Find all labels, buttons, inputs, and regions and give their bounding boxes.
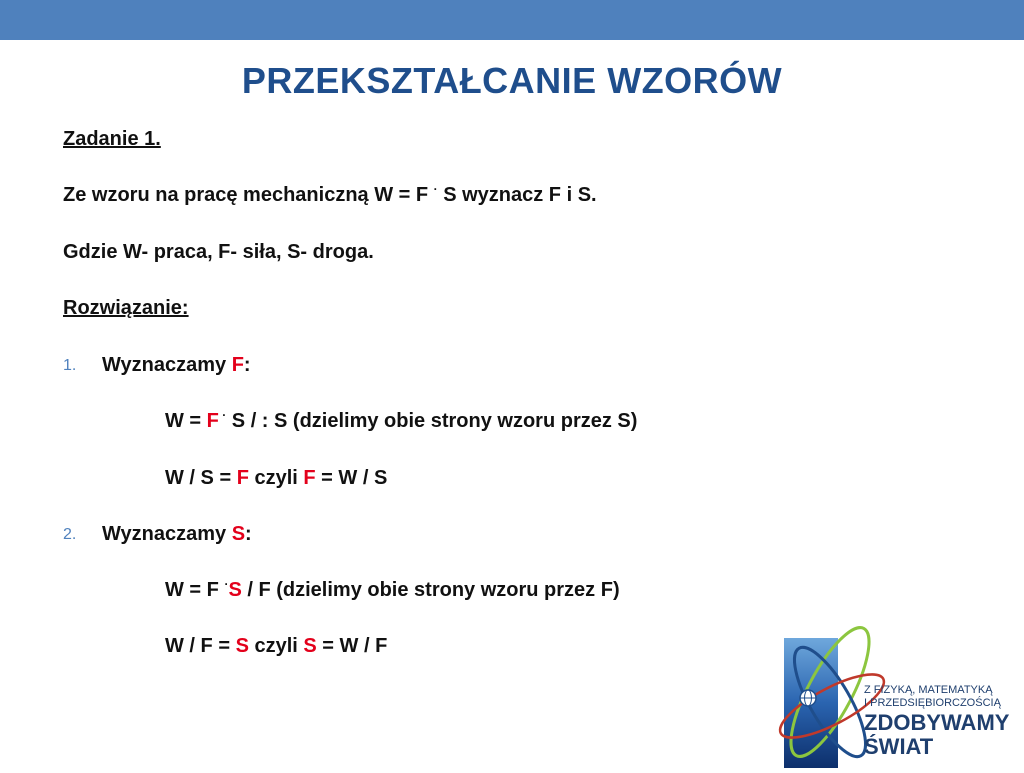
step1-equation-1 [165, 410, 637, 433]
step2-eq2-part-b: = W / F [316, 635, 388, 657]
step2-colon: : [245, 523, 252, 545]
step1-eq2-mid: czyli [248, 467, 304, 489]
project-logo [770, 622, 1024, 768]
logo-line-4: ŚWIAT [864, 734, 934, 759]
step2-eq2-var: S [235, 635, 249, 657]
step1-heading [102, 354, 251, 377]
step1-eq2-part-b: = W / S [315, 467, 388, 489]
step1-eq1-part-b: S / : S (dzielimy obie strony wzoru przez S) [226, 410, 638, 432]
step2-eq2-var2: S [303, 635, 317, 657]
logo-line-1: Z FIZYKĄ, MATEMATYKĄ [864, 684, 993, 696]
top-bar [0, 0, 1024, 40]
logo-line-3: ZDOBYWAMY [864, 710, 1010, 735]
slide-title: PRZEKSZTAŁCANIE WZORÓW [241, 60, 783, 101]
task-heading: Zadanie 1. [63, 128, 161, 150]
task-text-part-b: S wyznacz F i S. [437, 184, 597, 206]
task-text [63, 184, 597, 207]
step1-eq2-var2: F [303, 467, 316, 489]
step2-equation-2 [165, 635, 387, 658]
step2-equation-1 [165, 579, 620, 602]
multiplication-dot: · [433, 182, 438, 196]
step1-label: Wyznaczamy [102, 354, 232, 376]
step2-var: S [231, 523, 246, 545]
where-text: Gdzie W- praca, F- siła, S- droga. [63, 241, 374, 263]
step1-eq2-var: F [236, 467, 249, 489]
step2-eq1-part-a: W = F [165, 579, 225, 601]
list-number-1: 1. [63, 357, 77, 374]
step1-equation-2 [165, 467, 387, 490]
task-text-part-a: Ze wzoru na pracę mechaniczną W = F [63, 184, 434, 206]
step1-var: F [231, 354, 244, 376]
logo-line-2: I PRZEDSIĘBIORCZOŚCIĄ [864, 697, 1001, 709]
list-number-2: 2. [63, 526, 77, 543]
step1-eq1-var: F [206, 410, 219, 432]
step2-heading [102, 523, 252, 546]
step1-colon: : [243, 354, 251, 376]
step2-eq1-var: S [228, 579, 242, 601]
step1-eq1-dot: · [222, 408, 227, 422]
step2-eq2-mid: czyli [248, 635, 304, 657]
step2-eq1-dot: · [224, 577, 229, 591]
step2-label: Wyznaczamy [102, 523, 232, 545]
step1-eq2-part-a: W / S = [165, 467, 237, 489]
step2-eq1-part-b: / F (dzielimy obie strony wzoru przez F) [241, 579, 620, 601]
step2-eq2-part-a: W / F = [165, 635, 236, 657]
step1-eq1-part-a: W = [165, 410, 207, 432]
solution-heading: Rozwiązanie: [63, 297, 189, 319]
